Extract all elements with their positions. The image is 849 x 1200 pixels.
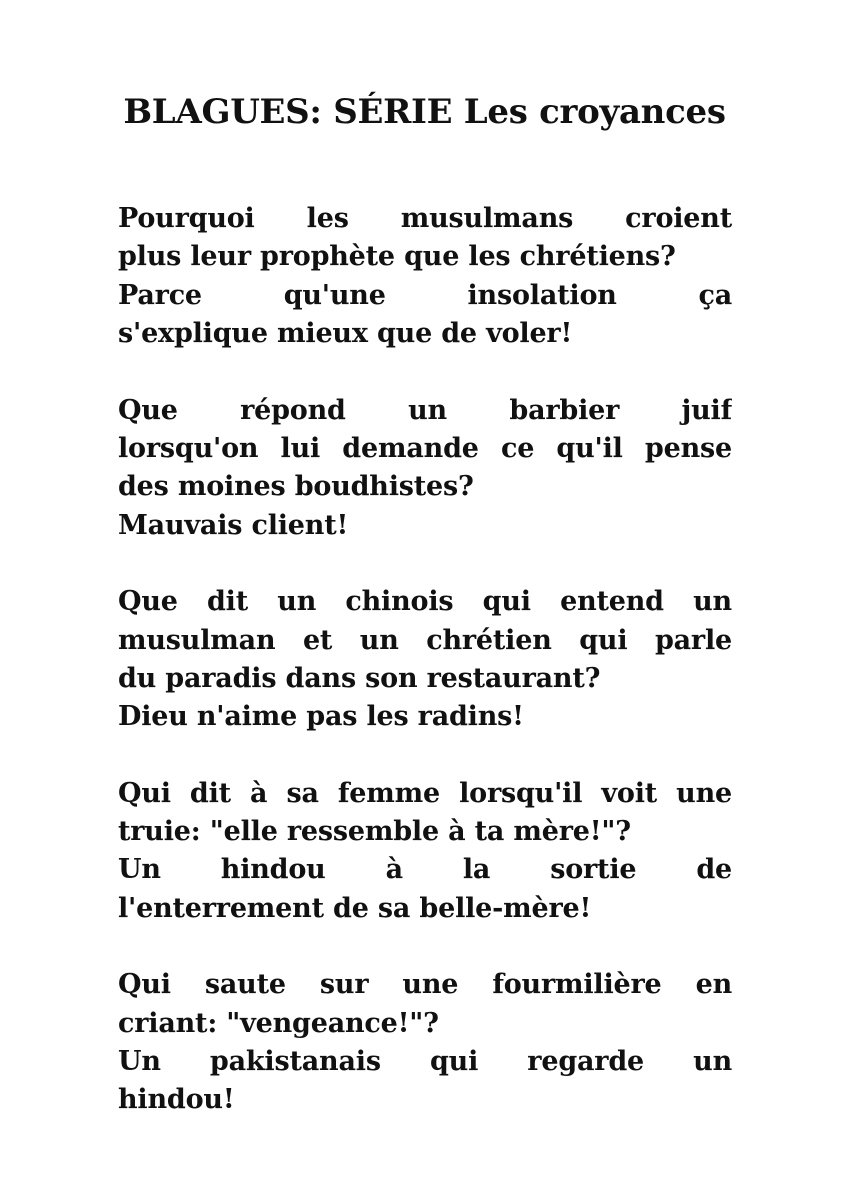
joke-line: Que répond un barbier juif xyxy=(118,394,732,426)
joke-line: Que dit un chinois qui entend un xyxy=(118,586,732,618)
joke-line: des moines boudhistes? xyxy=(118,471,474,503)
joke-3 xyxy=(118,583,732,737)
joke-line: hindou! xyxy=(118,1084,235,1116)
jokes-list xyxy=(118,200,732,1158)
joke-line: du paradis dans son restaurant? xyxy=(118,662,601,694)
joke-line: musulman et un chrétien qui parle xyxy=(118,624,732,656)
joke-line: criant: "vengeance!"? xyxy=(118,1007,439,1039)
joke-2 xyxy=(118,392,732,546)
document-title: BLAGUES: SÉRIE Les croyances xyxy=(123,92,726,132)
joke-line: Dieu n'aime pas les radins! xyxy=(118,701,524,733)
joke-line: Qui dit à sa femme lorsqu'il voit une xyxy=(118,777,732,809)
joke-line: Un hindou à la sortie de xyxy=(118,854,732,886)
joke-line: lorsqu'on lui demande ce qu'il pense xyxy=(118,432,732,464)
joke-1 xyxy=(118,200,732,354)
joke-line: l'enterrement de sa belle-mère! xyxy=(118,892,592,924)
joke-4 xyxy=(118,775,732,929)
joke-5 xyxy=(118,966,732,1120)
joke-line: Mauvais client! xyxy=(118,509,349,541)
joke-line: Parce qu'une insolation ça xyxy=(118,279,732,311)
joke-line: truie: "elle ressemble à ta mère!"? xyxy=(118,816,631,848)
joke-line: Qui saute sur une fourmilière en xyxy=(118,969,732,1001)
joke-line: plus leur prophète que les chrétiens? xyxy=(118,241,676,273)
joke-line: s'explique mieux que de voler! xyxy=(118,318,573,350)
joke-line: Un pakistanais qui regarde un xyxy=(118,1046,732,1078)
joke-line: Pourquoi les musulmans croient xyxy=(118,203,732,234)
